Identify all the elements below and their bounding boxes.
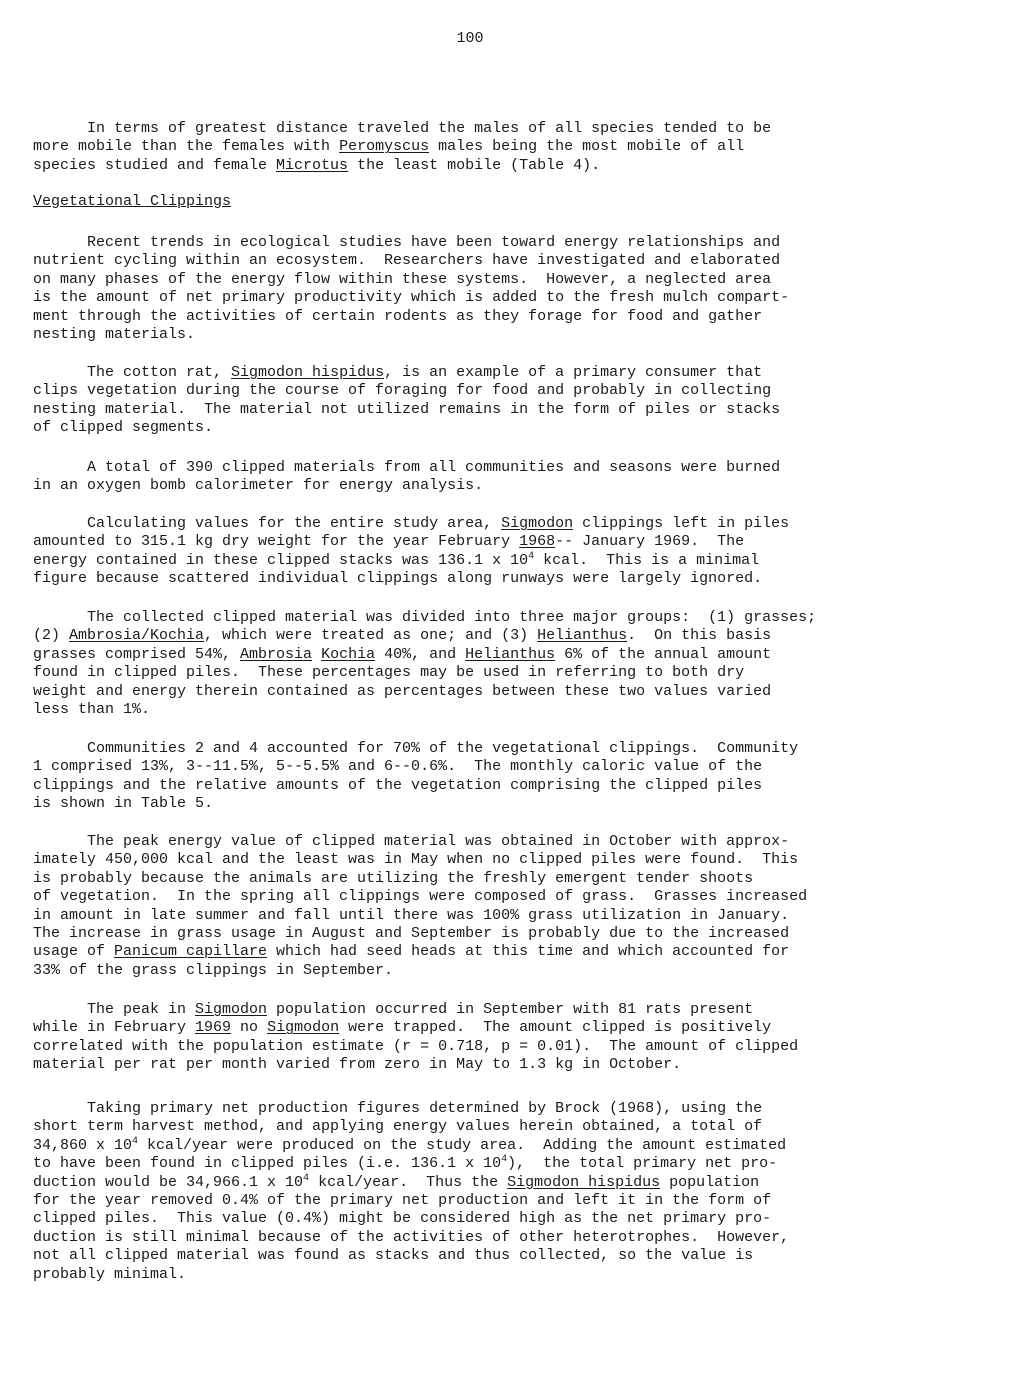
- text-run: weight and energy therein contained as percentages between these two values varied: [33, 682, 772, 700]
- text-run: in an oxygen bomb calorimeter for energy analysis.: [33, 477, 484, 495]
- text-line: [33, 1155, 988, 1173]
- text-run: kcal/year. Thus the: [309, 1173, 508, 1191]
- superscript: 4: [132, 1135, 139, 1147]
- underlined-term: Helianthus: [465, 645, 556, 663]
- paragraph-8: [33, 833, 988, 980]
- underlined-term: Helianthus: [537, 627, 628, 645]
- text-run: while in February: [33, 1019, 196, 1037]
- text-run: less than 1%.: [33, 701, 151, 719]
- text-line: [33, 157, 988, 175]
- text-run: not all clipped material was found as stacks and thus collected, so the value is: [33, 1247, 754, 1265]
- text-run: on many phases of the energy flow within these systems. However, a neglected area: [33, 270, 772, 288]
- text-run: population occurred in September with 81 rats present: [267, 1001, 754, 1018]
- superscript: 4: [528, 550, 535, 562]
- underlined-term: 1969: [195, 1019, 232, 1037]
- text-run: probably minimal.: [33, 1265, 187, 1283]
- text-run: for the year removed 0.4% of the primary net production and left it in the form of: [33, 1192, 772, 1210]
- superscript: 4: [501, 1154, 508, 1166]
- text-run: energy contained in these clipped stacks was 136.1 x 10: [33, 551, 529, 569]
- text-line: [33, 627, 988, 645]
- text-run: clipped piles. This value (0.4%) might be considered high as the net primary pro-: [33, 1210, 772, 1228]
- text-line: [33, 234, 988, 252]
- text-run: grasses comprised 54%,: [33, 645, 241, 663]
- text-run: In terms of greatest distance traveled the males of all species tended to be: [33, 120, 772, 137]
- superscript: 4: [303, 1172, 310, 1184]
- text-run: 1 comprised 13%, 3--11.5%, 5--5.5% and 6--0.6%. The monthly caloric value of the: [33, 758, 763, 776]
- text-line: [33, 477, 988, 495]
- text-line: [33, 1137, 988, 1155]
- text-line: [33, 1229, 988, 1247]
- text-run: [312, 646, 321, 663]
- text-run: -- January 1969. The: [555, 533, 745, 551]
- text-run: 34,860 x 10: [33, 1136, 133, 1154]
- paragraph-3: [33, 364, 988, 438]
- text-line: [33, 1118, 988, 1136]
- text-run: amounted to 315.1 kg dry weight for the year February: [33, 533, 520, 551]
- text-run: kcal/year were produced on the study area. Adding the amount estimated: [138, 1136, 787, 1154]
- text-line: [33, 1174, 988, 1192]
- text-line: [33, 138, 988, 156]
- text-run: the least mobile (Table 4).: [348, 156, 601, 174]
- text-line: [33, 1247, 988, 1265]
- text-run: The peak in: [33, 1001, 196, 1018]
- text-run: of clipped segments.: [33, 419, 214, 437]
- text-line: [33, 1192, 988, 1210]
- text-run: , is an example of a primary consumer that: [384, 364, 763, 381]
- text-run: The collected clipped material was divided into three major groups: (1) grasses;: [33, 609, 817, 626]
- text-line: [33, 664, 988, 682]
- text-run: clippings left in piles: [573, 515, 790, 532]
- text-line: [33, 1001, 988, 1019]
- text-line: [33, 289, 988, 307]
- text-run: usage of: [33, 943, 115, 961]
- text-run: is probably because the animals are utilizing the freshly emergent tender shoots: [33, 869, 754, 887]
- text-line: [33, 1056, 988, 1074]
- text-line: [33, 515, 988, 533]
- text-line: [33, 907, 988, 925]
- page-number: 100: [456, 30, 484, 47]
- text-run: (2): [33, 627, 70, 645]
- text-run: correlated with the population estimate (r = 0.718, p = 0.01). The amount of clipped: [33, 1037, 799, 1055]
- paragraph-6: [33, 609, 988, 719]
- text-run: . On this basis: [627, 627, 772, 645]
- paragraph-5: [33, 515, 988, 589]
- text-run: kcal. This is a minimal: [534, 551, 760, 569]
- text-line: [33, 533, 988, 551]
- text-line: [33, 701, 988, 719]
- text-line: [33, 1100, 988, 1118]
- text-run: Taking primary net production figures determined by Brock (1968), using the: [33, 1100, 763, 1117]
- text-line: [33, 459, 988, 477]
- text-line: [33, 120, 988, 138]
- text-run: clippings and the relative amounts of the vegetation comprising the clipped piles: [33, 776, 763, 794]
- paragraph-10: [33, 1100, 988, 1284]
- text-run: Calculating values for the entire study area,: [33, 515, 502, 532]
- text-run: The increase in grass usage in August and September is probably due to the increased: [33, 925, 790, 943]
- underlined-term: Kochia: [321, 645, 376, 663]
- text-run: were trapped. The amount clipped is positively: [339, 1019, 772, 1037]
- text-line: [33, 382, 988, 400]
- text-line: [33, 683, 988, 701]
- text-run: Communities 2 and 4 accounted for 70% of the vegetational clippings. Community: [33, 740, 799, 757]
- text-run: which had seed heads at this time and which accounted for: [267, 943, 790, 961]
- section-heading: Vegetational Clippings: [33, 193, 232, 210]
- text-line: [33, 1038, 988, 1056]
- text-run: population: [660, 1173, 760, 1191]
- text-run: nutrient cycling within an ecosystem. Researchers have investigated and elaborated: [33, 252, 781, 270]
- text-line: [33, 308, 988, 326]
- text-run: 6% of the annual amount: [555, 645, 772, 663]
- text-run: ), the total primary net pro-: [507, 1155, 778, 1173]
- text-line: [33, 758, 988, 776]
- text-line: [33, 364, 988, 382]
- text-line: [33, 1210, 988, 1228]
- text-line: [33, 888, 988, 906]
- text-line: [33, 777, 988, 795]
- underlined-term: Sigmodon: [501, 515, 574, 532]
- text-line: [33, 851, 988, 869]
- text-run: males being the most mobile of all: [429, 138, 745, 156]
- underlined-term: Sigmodon hispidus: [231, 364, 385, 381]
- underlined-term: Ambrosia: [240, 645, 313, 663]
- text-run: , which were treated as one; and (3): [204, 627, 538, 645]
- paragraph-1: [33, 120, 988, 175]
- paragraph-4: [33, 459, 988, 496]
- text-run: no: [231, 1019, 268, 1037]
- text-run: duction would be 34,966.1 x 10: [33, 1173, 304, 1191]
- text-line: [33, 552, 988, 570]
- text-run: duction is still minimal because of the activities of other heterotrophes. However,: [33, 1228, 790, 1246]
- text-line: [33, 646, 988, 664]
- underlined-term: Sigmodon: [195, 1001, 268, 1018]
- text-run: is shown in Table 5.: [33, 795, 214, 813]
- paragraph-7: [33, 740, 988, 814]
- underlined-term: Sigmodon hispidus: [507, 1173, 661, 1191]
- text-line: [33, 833, 988, 851]
- text-line: [33, 962, 988, 980]
- text-run: short term harvest method, and applying energy values herein obtained, a total of: [33, 1118, 763, 1136]
- text-run: The peak energy value of clipped material was obtained in October with approx-: [33, 833, 790, 850]
- text-run: to have been found in clipped piles (i.e. 136.1 x 10: [33, 1155, 502, 1173]
- text-run: A total of 390 clipped materials from all communities and seasons were burned: [33, 459, 781, 476]
- underlined-term: 1968: [519, 533, 556, 551]
- text-run: species studied and female: [33, 156, 277, 174]
- text-line: [33, 740, 988, 758]
- underlined-term: Peromyscus: [339, 138, 430, 156]
- text-line: [33, 570, 988, 588]
- paragraph-9: [33, 1001, 988, 1075]
- underlined-term: Panicum capillare: [114, 943, 268, 961]
- text-line: [33, 401, 988, 419]
- text-line: [33, 271, 988, 289]
- underlined-term: Microtus: [276, 156, 349, 174]
- text-run: material per rat per month varied from zero in May to 1.3 kg in October.: [33, 1056, 682, 1074]
- text-line: [33, 252, 988, 270]
- text-run: Recent trends in ecological studies have been toward energy relationships and: [33, 234, 781, 251]
- text-line: [33, 1266, 988, 1284]
- text-line: [33, 1019, 988, 1037]
- text-run: nesting materials.: [33, 326, 196, 344]
- text-line: [33, 925, 988, 943]
- text-line: [33, 870, 988, 888]
- underlined-term: Ambrosia/Kochia: [69, 627, 205, 645]
- text-line: [33, 326, 988, 344]
- text-run: imately 450,000 kcal and the least was in May when no clipped piles were found. This: [33, 851, 799, 869]
- text-run: 33% of the grass clippings in September.: [33, 961, 394, 979]
- text-run: is the amount of net primary productivity which is added to the fresh mulch compart-: [33, 289, 790, 307]
- text-line: [33, 609, 988, 627]
- text-run: 40%, and: [375, 645, 466, 663]
- text-line: [33, 943, 988, 961]
- text-line: [33, 419, 988, 437]
- text-run: ment through the activities of certain rodents as they forage for food and gather: [33, 307, 763, 325]
- text-run: of vegetation. In the spring all clippings were composed of grass. Grasses increased: [33, 888, 808, 906]
- underlined-term: Sigmodon: [267, 1019, 340, 1037]
- text-run: The cotton rat,: [33, 364, 232, 381]
- text-run: nesting material. The material not utilized remains in the form of piles or stacks: [33, 400, 781, 418]
- text-run: found in clipped piles. These percentages may be used in referring to both dry: [33, 664, 745, 682]
- paragraph-2: [33, 234, 988, 344]
- text-run: figure because scattered individual clippings along runways were largely ignored.: [33, 570, 763, 588]
- text-run: clips vegetation during the course of foraging for food and probably in collecting: [33, 382, 772, 400]
- text-line: [33, 795, 988, 813]
- text-run: more mobile than the females with: [33, 138, 340, 156]
- text-run: in amount in late summer and fall until there was 100% grass utilization in January.: [33, 906, 790, 924]
